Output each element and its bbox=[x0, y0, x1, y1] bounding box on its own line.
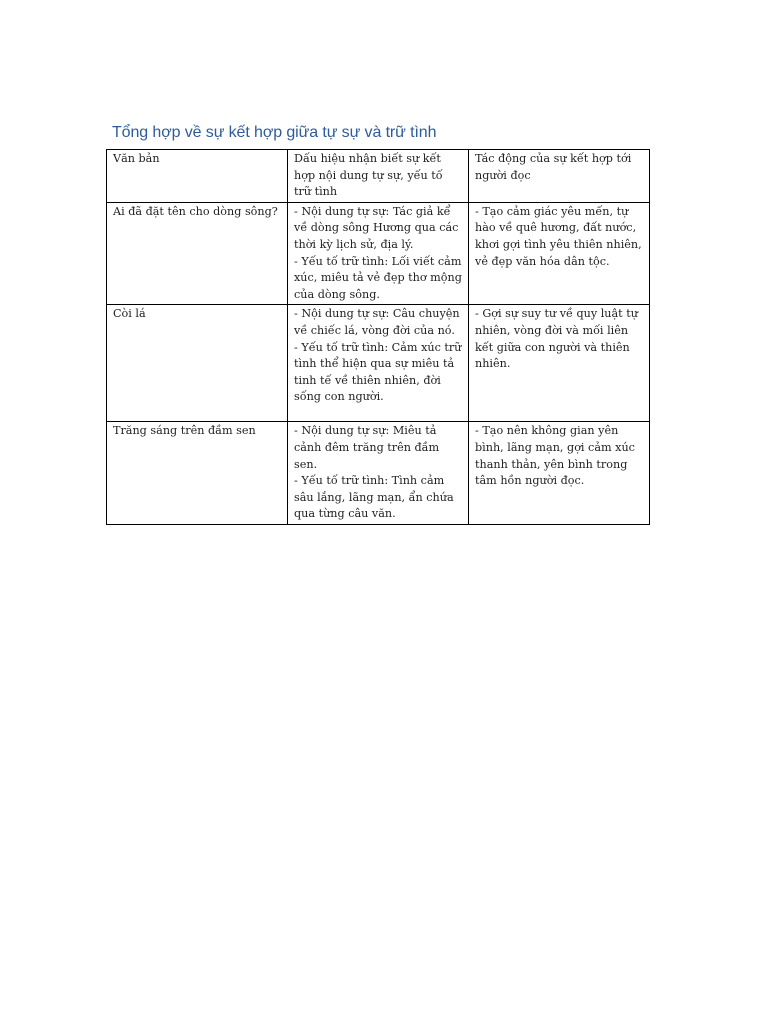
cell-signs bbox=[288, 422, 469, 525]
cell-signs bbox=[288, 305, 469, 422]
sign-lyrical: - Yếu tố trữ tình: Tình cảm sâu lắng, lãng mạn, ẩn chứa qua từng câu văn. bbox=[294, 474, 454, 521]
table-row bbox=[107, 202, 650, 305]
summary-table bbox=[106, 149, 650, 525]
cell-signs bbox=[288, 202, 469, 305]
header-cell-effect: Tác động của sự kết hợp tới người đọc bbox=[469, 150, 650, 203]
cell-effect: - Tạo nên không gian yên bình, lãng mạn, gợi cảm xúc thanh thản, yên bình trong tâm hồn người đọc. bbox=[469, 422, 650, 525]
cell-text: Còi lá bbox=[107, 305, 288, 422]
sign-narrative: - Nội dung tự sự: Tác giả kể về dòng sông Hương qua các thời kỳ lịch sử, địa lý. bbox=[294, 204, 459, 251]
header-cell-signs: Dấu hiệu nhận biết sự kết hợp nội dung tự sự, yếu tố trữ tình bbox=[288, 150, 469, 203]
page-title: Tổng hợp về sự kết hợp giữa tự sự và trữ tình bbox=[112, 124, 437, 141]
sign-narrative: - Nội dung tự sự: Miêu tả cảnh đêm trăng trên đầm sen. bbox=[294, 424, 440, 471]
sign-lyrical: - Yếu tố trữ tình: Cảm xúc trữ tình thể hiện qua sự miêu tả tinh tế về thiên nhiên, đời sống con người. bbox=[294, 340, 462, 404]
table-row bbox=[107, 305, 650, 422]
table-header-row bbox=[107, 150, 650, 203]
cell-effect: - Gợi sự suy tư về quy luật tự nhiên, vòng đời và mối liên kết giữa con người và thiên nhiên. bbox=[469, 305, 650, 422]
sign-narrative: - Nội dung tự sự: Câu chuyện về chiếc lá, vòng đời của nó. bbox=[294, 307, 460, 337]
sign-lyrical: - Yếu tố trữ tình: Lối viết cảm xúc, miêu tả vẻ đẹp thơ mộng của dòng sông. bbox=[294, 254, 462, 301]
table-row bbox=[107, 422, 650, 525]
cell-text: Ai đã đặt tên cho dòng sông? bbox=[107, 202, 288, 305]
cell-text: Trăng sáng trên đầm sen bbox=[107, 422, 288, 525]
header-cell-text: Văn bản bbox=[107, 150, 288, 203]
cell-effect: - Tạo cảm giác yêu mến, tự hào về quê hương, đất nước, khơi gợi tình yêu thiên nhiên, vẻ đẹp văn hóa dân tộc. bbox=[469, 202, 650, 305]
